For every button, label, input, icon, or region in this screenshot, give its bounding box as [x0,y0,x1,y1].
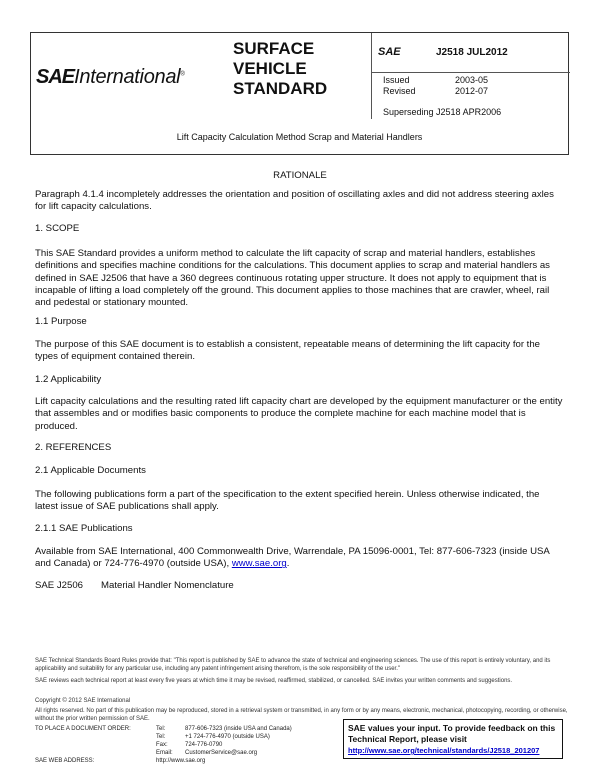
issued-row [383,75,489,85]
fax-number: 724-776-0790 [185,742,223,748]
section-1-1-heading: 1.1 Purpose [35,316,87,327]
revised-row [383,86,489,96]
divider [372,72,570,73]
sae-website-link[interactable]: www.sae.org [231,558,287,570]
web-label: SAE WEB ADDRESS: [35,758,95,764]
order-label: TO PLACE A DOCUMENT ORDER: [35,726,131,732]
tel-inside: 877-606-7323 (inside USA and Canada) [185,726,292,732]
footer-rules: SAE Technical Standards Board Rules provide that: "This report is published by SAE to advance the state of technical and engineering sciences. The use of this report is entirely voluntary, and its applicability and suitability for any particular use, including any patent infringement arising therefrom, is the sole responsibility of the user." [35,658,551,672]
sae-international-logo [36,66,226,89]
tel-label: Tel: [156,726,166,732]
logo-tm: ® [180,71,185,78]
footer-review: SAE reviews each technical report at least every five years at which time it may be revised, reaffirmed, stabilized, or cancelled. SAE invites your written comments and suggestions. [35,678,513,684]
reference-title: Material Handler Nomenclature [101,580,234,591]
tel-outside: +1 724-776-4970 (outside USA) [185,734,270,740]
email-label: Email: [156,750,173,756]
footer-copyright: Copyright © 2012 SAE International [35,698,131,704]
standard-type-line: SURFACE [233,39,315,58]
sae-mark: SAE [378,46,401,58]
rationale-heading: RATIONALE [273,170,327,181]
section-2-1-text: The following publications form a part of the specification to the extent specified herein. Unless otherwise indicated, the latest issue of SAE publications shall apply. [35,489,540,513]
standard-type-line: STANDARD [233,79,328,98]
section-2-heading: 2. REFERENCES [35,442,112,453]
document-number: J2518 JUL2012 [436,47,508,58]
web-address[interactable]: http://www.sae.org [156,758,206,764]
document-header [30,32,569,155]
section-1-2-heading: 1.2 Applicability [35,374,102,385]
logo-bold: SAE [36,66,75,88]
feedback-box [343,719,563,759]
section-1-heading: 1. SCOPE [35,223,80,234]
document-title: Lift Capacity Calculation Method Scrap and Material Handlers [176,132,423,142]
section-2-1-1-heading: 2.1.1 SAE Publications [35,523,133,534]
superseding: Superseding J2518 APR2006 [383,107,502,117]
email-address[interactable]: CustomerService@sae.org [185,750,258,756]
reference-entry [35,580,565,592]
divider [371,33,372,119]
standard-type-line: VEHICLE [233,59,307,78]
issued-date: 2003-05 [455,75,489,85]
section-1-text: This SAE Standard provides a uniform method to calculate the lift capacity of scrap and material handlers, establishes definitions and specifies machine conditions for the calculations. This document applies to scrap and material handlers as defined in SAE J2506 that have a 360 degrees continuous rotating upper structure. It does not apply to equipment that is incapable of lifting a load completely off the ground. This document applies to those machines that are crawler, wheel, rail and pedestal or stationary mounted. [35,248,550,309]
reference-id: SAE J2506 [35,580,84,591]
logo-text: International [74,66,181,88]
issued-label: Issued [383,75,410,85]
revised-date: 2012-07 [455,86,489,96]
section-2-1-heading: 2.1 Applicable Documents [35,465,146,476]
section-1-1-text: The purpose of this SAE document is to establish a consistent, repeatable means of determining the lift capacity for the types of equipment contained therein. [35,339,541,363]
publications-text: Available from SAE International, 400 Commonwealth Drive, Warrendale, PA 15096-0001, Tel: 877-606-7323 (inside USA and Canada) or 724-776-4970 (outside USA), [35,546,550,570]
standard-type [233,39,327,99]
feedback-text: SAE values your input. To provide feedback on this Technical Report, please visit [348,723,556,744]
section-2-1-1-text: Available from SAE International, 400 Commonwealth Drive, Warrendale, PA 15096-0001, Tel: 877-606-7323 (inside USA and Canada) or 724-776-4970 (outside USA), www.sae.org. [35,546,550,570]
revised-label: Revised [383,86,416,96]
section-1-2-text: Lift capacity calculations and the resulting rated lift capacity chart are developed by the equipment manufacturer or the entity that assembles and or modifies basic components to produce the complete machine for each machine model that is produced. [35,396,563,432]
fax-label: Fax: [156,742,168,748]
rationale-text: Paragraph 4.1.4 incompletely addresses the orientation and position of oscillating axles and did not address steering axles for lift capacity calculations. [35,189,554,213]
footer-rights: All rights reserved. No part of this publication may be reproduced, stored in a retrieval system or transmitted, in any form or by any means, electronic, mechanical, photocopying, recording, or otherwise, without the prior written permission of SAE. [35,708,568,722]
feedback-link[interactable]: http://www.sae.org/technical/standards/J2518_201207 [348,746,540,755]
tel-label: Tel: [156,734,166,740]
